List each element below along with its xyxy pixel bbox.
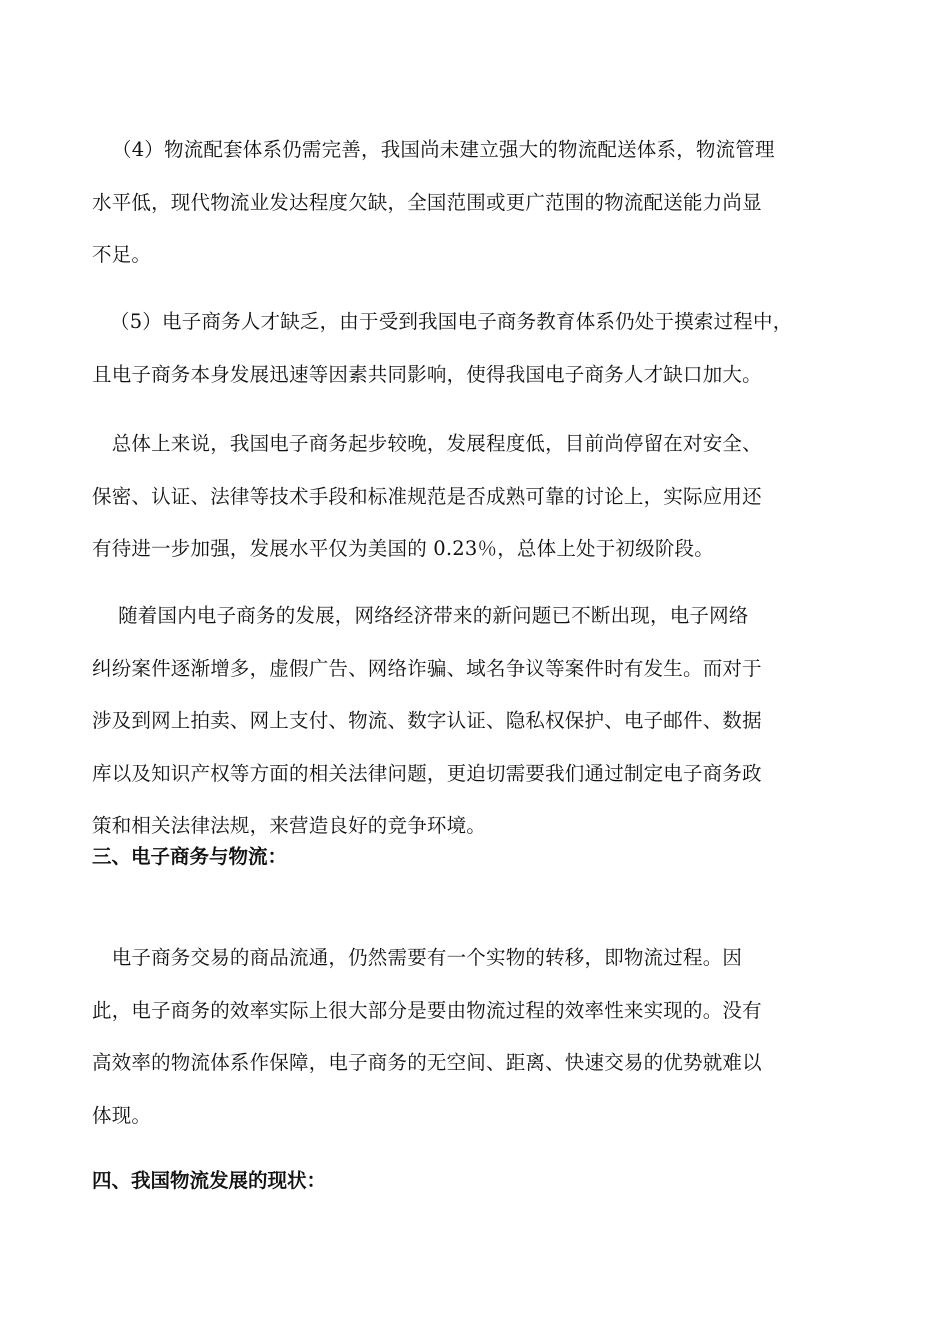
paragraph-line: 高效率的物流体系作保障，电子商务的无空间、距离、快速交易的优势就难以 bbox=[92, 1051, 762, 1074]
paragraph-line: 随着国内电子商务的发展，网络经济带来的新问题已不断出现，电子网络 bbox=[92, 604, 749, 627]
paragraph-line: 保密、认证、法律等技术手段和标准规范是否成熟可靠的讨论上，实际应用还 bbox=[92, 484, 762, 508]
paragraph-line: 涉及到网上拍卖、网上支付、物流、数字认证、隐私权保护、电子邮件、数据 bbox=[92, 709, 762, 732]
paragraph-logistics-system bbox=[92, 124, 867, 282]
paragraph-talent-shortage bbox=[92, 296, 867, 401]
paragraph-line: 电子商务交易的商品流通，仍然需要有一个实物的转移，即物流过程。因 bbox=[92, 946, 743, 969]
paragraph-line: 此，电子商务的效率实际上很大部分是要由物流过程的效率性来实现的。没有 bbox=[92, 998, 762, 1022]
paragraph-line: 体现。 bbox=[92, 1103, 152, 1127]
paragraph-line: （4）物流配套体系仍需完善，我国尚未建立强大的物流配送体系，物流管理 bbox=[112, 138, 775, 161]
paragraph-legal-issues bbox=[92, 590, 867, 853]
paragraph-line: 策和相关法律法规，来营造良好的竞争环境。 bbox=[92, 814, 487, 837]
paragraph-line: 纠纷案件逐渐增多，虚假广告、网络诈骗、域名争议等案件时有发生。而对于 bbox=[92, 656, 762, 680]
paragraph-line: 且电子商务本身发展迅速等因素共同影响，使得我国电子商务人才缺口加大。 bbox=[92, 362, 762, 386]
section-heading-logistics-status: 四、我国物流发展的现状： bbox=[92, 1169, 327, 1192]
paragraph-line: 有待进一步加强，发展水平仅为美国的 0.23％，总体上处于初级阶段。 bbox=[92, 537, 714, 560]
paragraph-line: （5）电子商务人才缺乏，由于受到我国电子商务教育体系仍处于摸索过程中， bbox=[110, 310, 793, 333]
paragraph-line: 库以及知识产权等方面的相关法律问题，更迫切需要我们通过制定电子商务政 bbox=[92, 761, 762, 785]
paragraph-line: 总体上来说，我国电子商务起步较晚，发展程度低，目前尚停留在对安全、 bbox=[92, 432, 762, 455]
section-heading-ecommerce-logistics: 三、电子商务与物流： bbox=[92, 845, 288, 868]
paragraph-line: 不足。 bbox=[92, 243, 152, 266]
paragraph-summary bbox=[92, 418, 867, 576]
paragraph-line: 水平低，现代物流业发达程度欠缺，全国范围或更广范围的物流配送能力尚显 bbox=[92, 190, 762, 214]
paragraph-ecommerce-logistics bbox=[92, 932, 867, 1142]
